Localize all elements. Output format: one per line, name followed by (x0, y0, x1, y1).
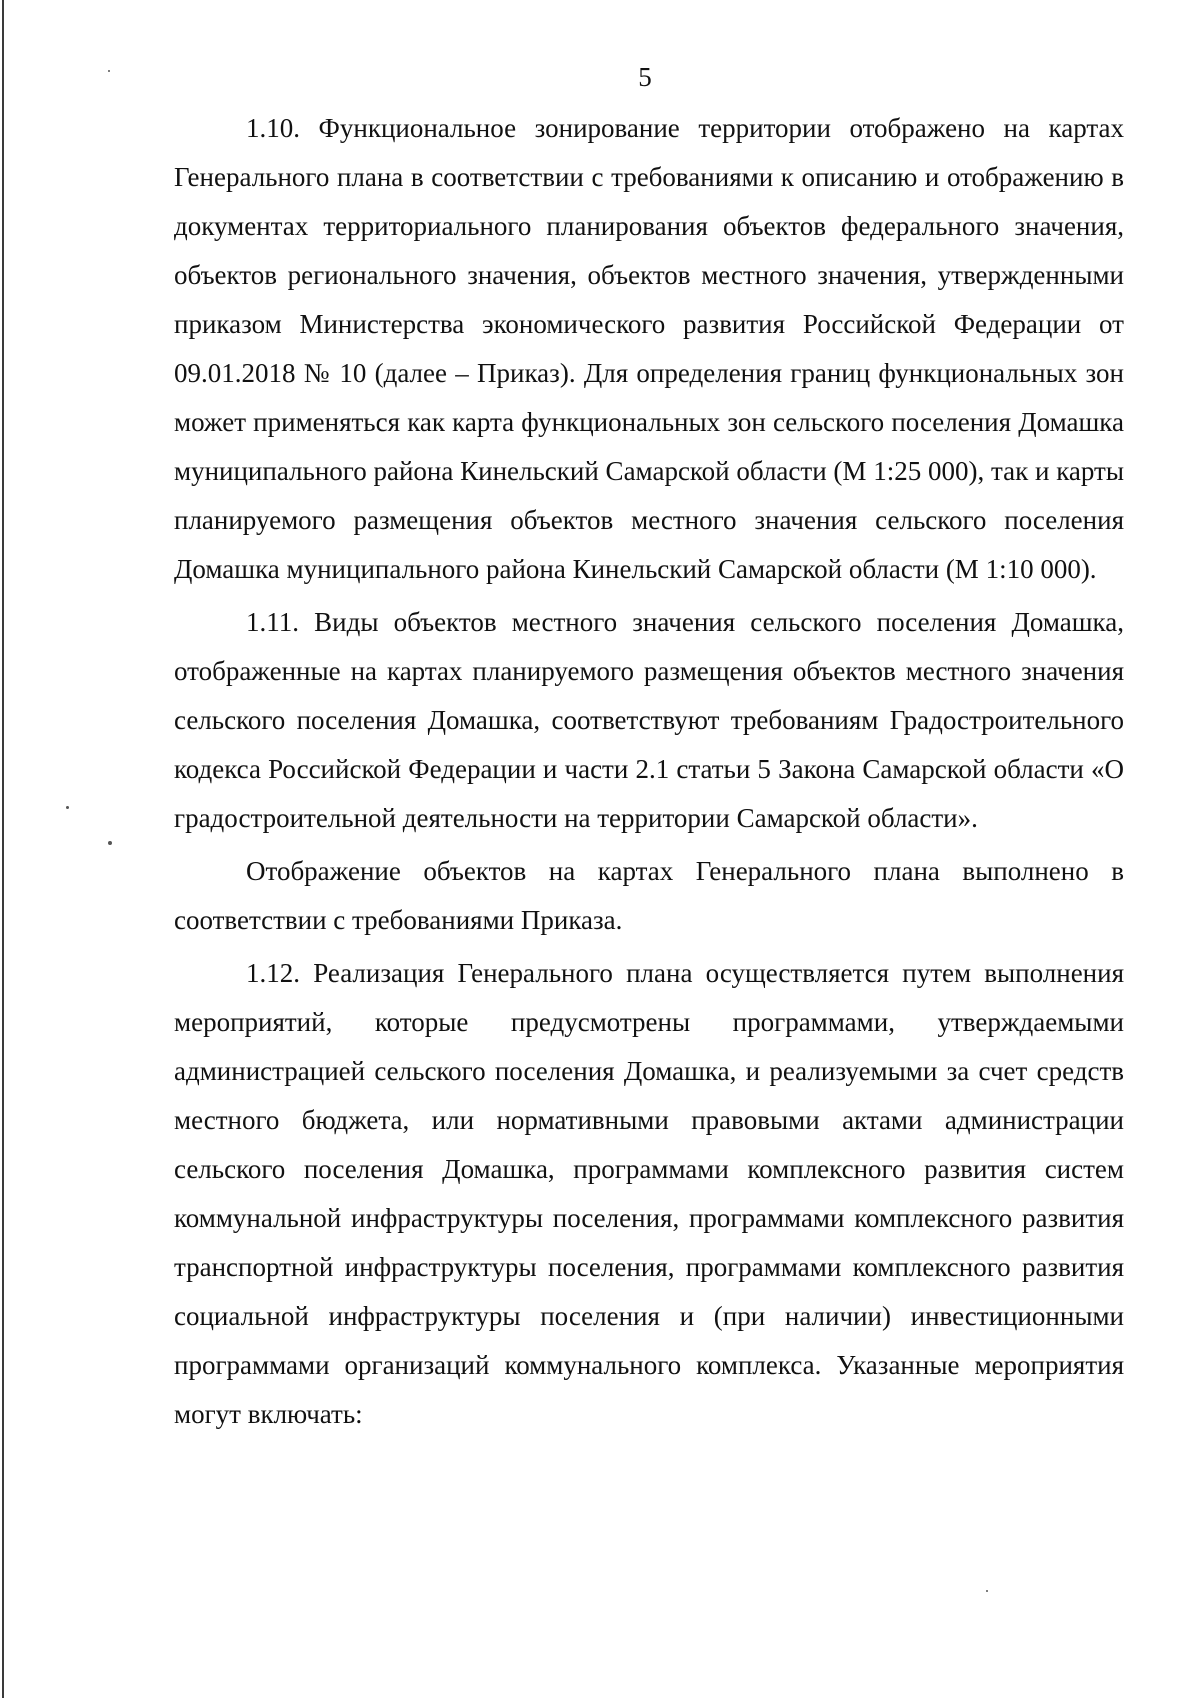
scan-left-edge (2, 0, 4, 1698)
page-number: 5 (638, 62, 652, 92)
paragraph-display-note: Отображение объектов на картах Генерального плана выполнено в соответствии с требованиями Приказа. (174, 856, 1124, 935)
scan-speck (108, 841, 112, 845)
scan-speck (986, 1590, 988, 1592)
paragraph-1-12: 1.12. Реализация Генерального плана осуществляется путем выполнения мероприятий, которые предусмотрены программами, утверждаемыми администрацией сельского поселения Домашка, и реализуемыми за счет средств местного бюджета, или нормативными правовыми актами администрации сельского поселения Домашка, программами комплексного развития систем коммунальной инфраструктуры поселения, программами комплексного развития транспортной инфраструктуры поселения, программами комплексного развития социальной инфраструктуры поселения и (при наличии) инвестиционными программами организаций коммунального комплекса. Указанные мероприятия могут включать: (174, 958, 1124, 1429)
paragraph-1-10: 1.10. Функциональное зонирование территории отображено на картах Генерального плана в соответствии с требованиями к описанию и отображению в документах территориального планирования объектов федерального значения, объектов регионального значения, объектов местного значения, утвержденными приказом Министерства экономического развития Российской Федерации от 09.01.2018 № 10 (далее – Приказ). Для определения границ функциональных зон может применяться как карта функциональных зон сельского поселения Домашка муниципального района Кинельский Самарской области (М 1:25 000), так и карты планируемого размещения объектов местного значения сельского поселения Домашка муниципального района Кинельский Самарской области (М 1:10 000). (174, 113, 1124, 584)
scan-speck (108, 70, 110, 72)
scan-speck (66, 806, 69, 809)
document-body (174, 104, 1124, 1439)
paragraph-1-11: 1.11. Виды объектов местного значения сельского поселения Домашка, отображенные на картах планируемого размещения объектов местного значения сельского поселения Домашка, соответствуют требованиям Градостроительного кодекса Российской Федерации и части 2.1 статьи 5 Закона Самарской области «О градостроительной деятельности на территории Самарской области». (174, 607, 1124, 833)
